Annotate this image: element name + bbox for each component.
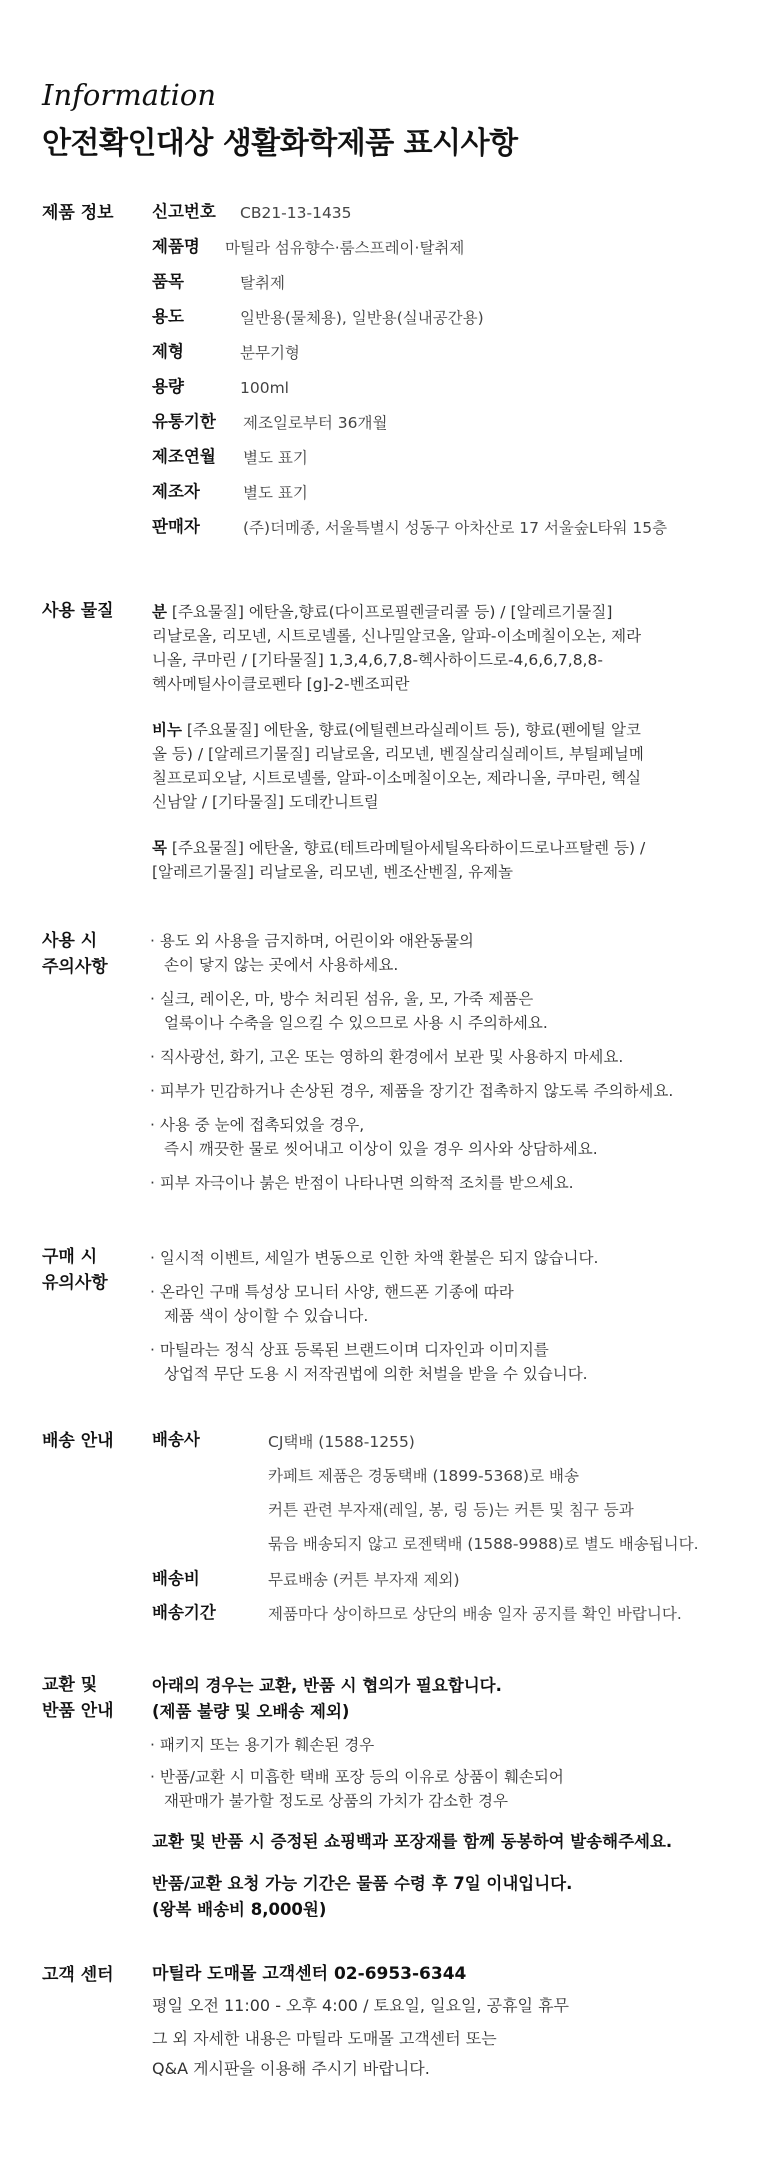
product-info-value: CB21-13-1435: [240, 204, 352, 222]
exchange-condition-item: · 반품/교환 시 미흡한 택배 포장 등의 이유로 상품이 훼손되어 재판매가 불가할 정도로 상품의 가치가 감소한 경우: [150, 1765, 564, 1813]
product-info-key: 품목: [152, 272, 184, 291]
substance-name: 분: [152, 603, 167, 621]
substance-name: 비누: [152, 721, 182, 739]
shipping-fee-key: 배송비: [152, 1569, 200, 1588]
usage-caution-item: · 용도 외 사용을 금지하며, 어린이와 애완동물의 손이 닿지 않는 곳에서 사용하세요.: [150, 929, 474, 977]
product-info-value: 마틸라 섬유향수·룸스프레이·탈취제: [225, 239, 465, 257]
shipping-period-value: 제품마다 상이하므로 상단의 배송 일자 공지를 확인 바랍니다.: [268, 1605, 682, 1623]
substance-item-binu: 비누 [주요물질] 에탄올, 향료(에틸렌브라실레이트 등), 향료(펜에틸 알코 올 등) / [알레르기물질] 리날로올, 리모넨, 벤질살리실레이트, 부틸페닐메 칠프로피오날, 시트로넬롤, 알파-이소메칠이오논, 제라니올, 쿠마린, 헥실 신남알 / [기타물질] 도데칸니트릴: [152, 721, 644, 811]
product-info-value: 분무기형: [240, 344, 300, 362]
purchase-caution-item: · 일시적 이벤트, 세일가 변동으로 인한 차액 환불은 되지 않습니다.: [150, 1246, 598, 1270]
usage-caution-item: · 실크, 레이온, 마, 방수 처리된 섬유, 울, 모, 가죽 제품은 얼룩이나 수축을 일으킬 수 있으므로 사용 시 주의하세요.: [150, 987, 548, 1035]
section-title-shipping: 배송 안내: [42, 1431, 114, 1451]
product-info-value: 별도 표기: [243, 449, 308, 467]
purchase-caution-item: · 온라인 구매 특성상 모니터 사양, 핸드폰 기종에 따라 제품 색이 상이할 수 있습니다.: [150, 1280, 514, 1328]
exchange-condition-item: · 패키지 또는 용기가 훼손된 경우: [150, 1733, 374, 1757]
shipping-carrier-line: CJ택배 (1588-1255): [268, 1433, 415, 1451]
customer-center-phone: 마틸라 도매몰 고객센터 02-6953-6344: [152, 1964, 467, 1984]
page-title: 안전확인대상 생활화학제품 표시사항: [42, 126, 518, 161]
substance-item-bun: 분 [주요물질] 에탄올,향료(다이프로필렌글리콜 등) / [알레르기물질] 리날로올, 리모넨, 시트로넬롤, 신나밀알코올, 알파-이소메칠이오논, 제라 니올, 쿠마린 / [기타물질] 1,3,4,6,7,8-헥사하이드로-4,6,6,7,8,8- 헥사메틸사이클로펜타 [g]-2-벤조피란: [152, 603, 642, 693]
usage-caution-item: · 사용 중 눈에 접촉되었을 경우, 즉시 깨끗한 물로 씻어내고 이상이 있을 경우 의사와 상담하세요.: [150, 1113, 598, 1161]
product-info-value: 탈취제: [240, 274, 285, 292]
section-title-substances: 사용 물질: [42, 601, 114, 621]
section-title-purchase-caution: 구매 시 유의사항: [42, 1247, 108, 1293]
product-info-key: 신고번호: [152, 202, 216, 221]
shipping-carrier-line: 커튼 관련 부자재(레일, 봉, 링 등)는 커튼 및 침구 등과: [268, 1501, 634, 1519]
product-info-key: 유통기한: [152, 412, 216, 431]
product-info-key: 판매자: [152, 517, 200, 536]
section-title-customer-center: 고객 센터: [42, 1965, 114, 1985]
product-info-key: 제품명: [152, 237, 200, 256]
purchase-caution-item: · 마틸라는 정식 상표 등록된 브랜드이며 디자인과 이미지를 상업적 무단 도용 시 저작권법에 의한 처벌을 받을 수 있습니다.: [150, 1338, 588, 1386]
section-title-exchange: 교환 및 반품 안내: [42, 1675, 114, 1721]
usage-caution-item: · 피부 자극이나 붉은 반점이 나타나면 의학적 조치를 받으세요.: [150, 1171, 574, 1195]
customer-center-hours: 평일 오전 11:00 - 오후 4:00 / 토요일, 일요일, 공휴일 휴무: [152, 1996, 569, 2015]
shipping-period-key: 배송기간: [152, 1603, 216, 1622]
shipping-carrier-key: 배송사: [152, 1430, 200, 1449]
product-info-value: 별도 표기: [243, 484, 308, 502]
information-label: Information: [42, 78, 217, 112]
substance-name: 목: [152, 839, 167, 857]
exchange-intro: 아래의 경우는 교환, 반품 시 협의가 필요합니다. (제품 불량 및 오배송 제외): [152, 1676, 502, 1721]
product-info-key: 제조자: [152, 482, 200, 501]
usage-caution-item: · 피부가 민감하거나 손상된 경우, 제품을 장기간 접촉하지 않도록 주의하세요.: [150, 1079, 673, 1103]
shipping-fee-value: 무료배송 (커튼 부자재 제외): [268, 1571, 460, 1589]
section-title-product-info: 제품 정보: [42, 203, 114, 223]
product-info-value: (주)더메종, 서울특별시 성동구 아차산로 17 서울숲L타워 15층: [243, 519, 668, 537]
section-title-usage-caution: 사용 시 주의사항: [42, 931, 108, 977]
product-info-key: 용량: [152, 377, 184, 396]
substance-item-mok: 목 [주요물질] 에탄올, 향료(테트라메틸아세틸옥타하이드로나프탈렌 등) / [알레르기물질] 리날로올, 리모넨, 벤조산벤질, 유제놀: [152, 839, 646, 881]
product-info-value: 제조일로부터 36개월: [243, 414, 388, 432]
exchange-packaging-notice: 교환 및 반품 시 증정된 쇼핑백과 포장재를 함께 동봉하여 발송해주세요.: [152, 1832, 673, 1851]
shipping-carrier-line: 카페트 제품은 경동택배 (1899-5368)로 배송: [268, 1467, 579, 1485]
customer-center-etc: 그 외 자세한 내용은 마틸라 도매몰 고객센터 또는 Q&A 게시판을 이용해 주시기 바랍니다.: [152, 2029, 497, 2078]
product-info-value: 100ml: [240, 379, 289, 397]
exchange-period: 반품/교환 요청 가능 기간은 물품 수령 후 7일 이내입니다. (왕복 배송비 8,000원): [152, 1874, 573, 1919]
shipping-carrier-line: 묶음 배송되지 않고 로젠택배 (1588-9988)로 별도 배송됩니다.: [268, 1535, 699, 1553]
product-info-value: 일반용(물체용), 일반용(실내공간용): [240, 309, 484, 327]
product-info-key: 용도: [152, 307, 184, 326]
product-info-key: 제조연월: [152, 447, 216, 466]
usage-caution-item: · 직사광선, 화기, 고온 또는 영하의 환경에서 보관 및 사용하지 마세요.: [150, 1045, 623, 1069]
product-info-key: 제형: [152, 342, 184, 361]
